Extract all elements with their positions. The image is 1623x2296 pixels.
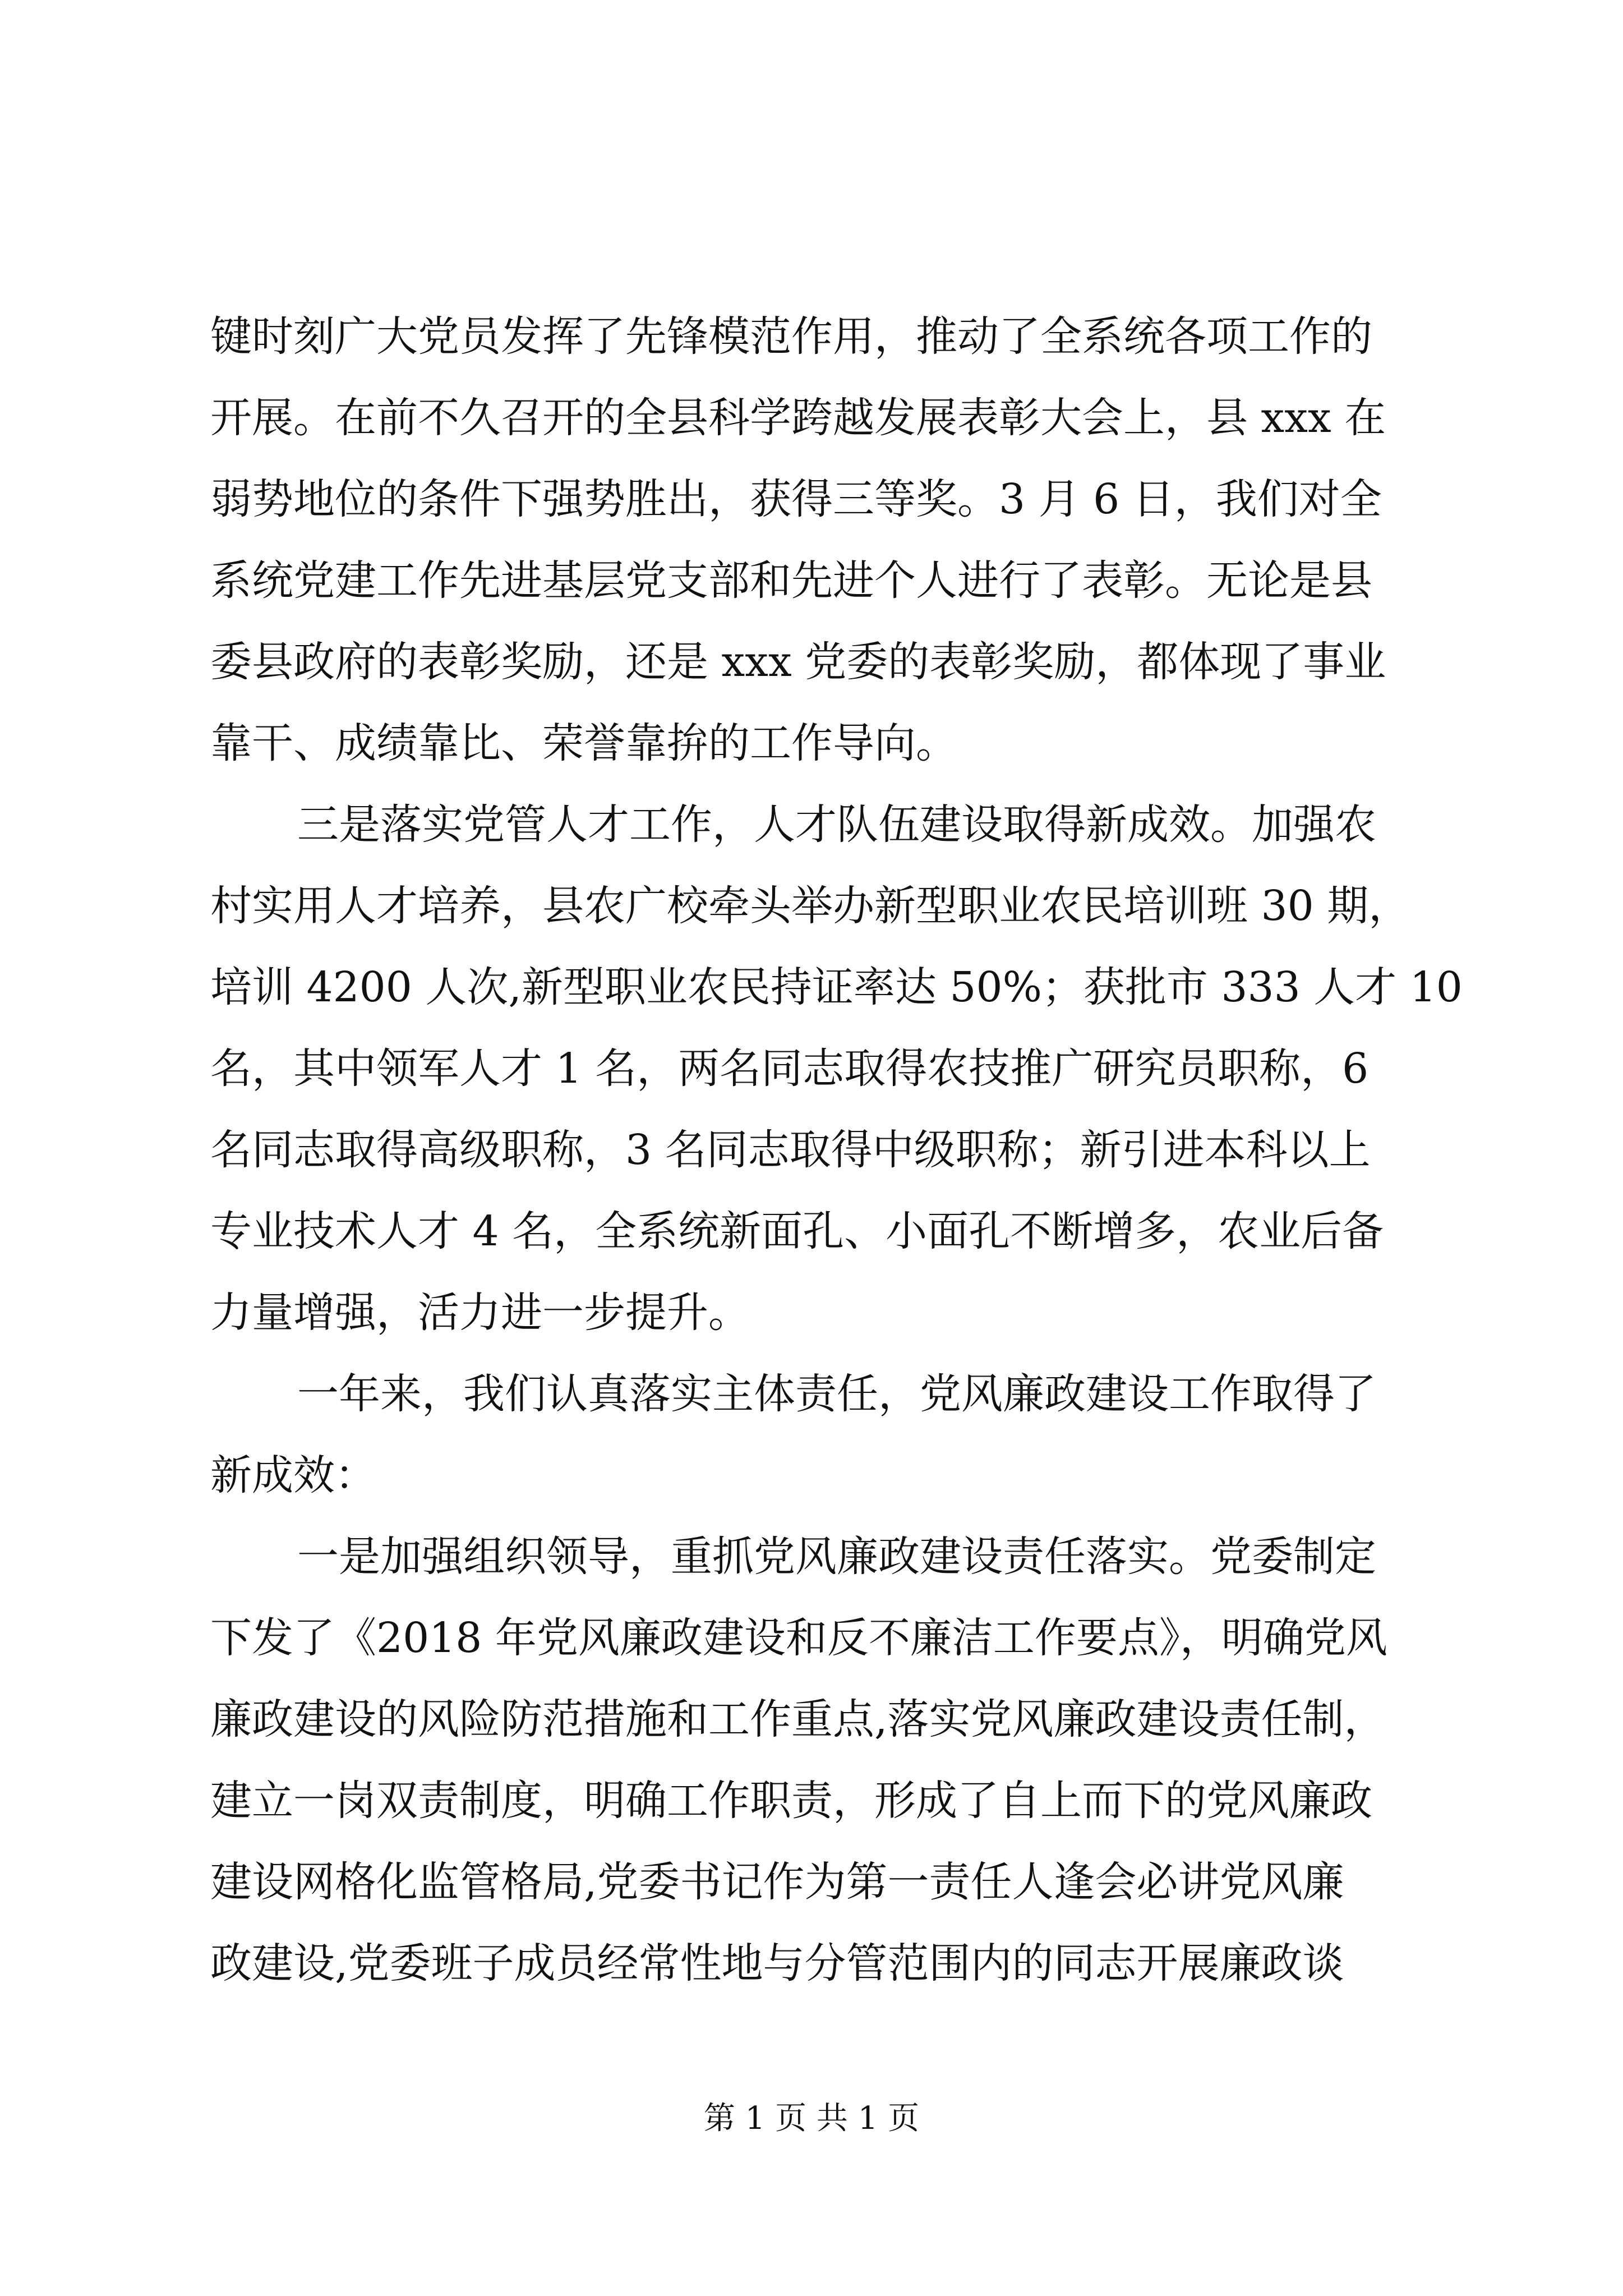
- text-line-21: 政建设,党委班子成员经常性地与分管范围内的同志开展廉政谈: [210, 1939, 1344, 1987]
- text-line-1: 键时刻广大党员发挥了先锋模范作用，推动了全系统各项工作的: [210, 312, 1372, 361]
- text-line-7: 三是落实党管人才工作，人才队伍建设取得新成效。加强农: [297, 800, 1376, 849]
- text-line-14: 一年来，我们认真落实主体责任，党风廉政建设工作取得了: [297, 1370, 1376, 1418]
- text-line-10: 名，其中领军人才 1 名，两名同志取得农技推广研究员职称，6: [210, 1045, 1369, 1093]
- text-line-17: 下发了《2018 年党风廉政建设和反不廉洁工作要点》，明确党风: [210, 1614, 1387, 1662]
- text-line-15: 新成效：: [210, 1451, 376, 1499]
- text-line-11: 名同志取得高级职称，3 名同志取得中级职称；新引进本科以上: [210, 1126, 1371, 1174]
- text-line-20: 建设网格化监管格局,党委书记作为第一责任人逢会必讲党风廉: [210, 1858, 1344, 1906]
- text-line-3: 弱势地位的条件下强势胜出，获得三等奖。3 月 6 日，我们对全: [210, 475, 1382, 523]
- text-line-13: 力量增强，活力进一步提升。: [210, 1289, 750, 1337]
- text-line-12: 专业技术人才 4 名，全系统新面孔、小面孔不断增多，农业后备: [210, 1207, 1384, 1255]
- text-line-18: 廉政建设的风险防范措施和工作重点,落实党风廉政建设责任制，: [210, 1695, 1386, 1743]
- page-number-footer: 第 1 页 共 1 页: [703, 2100, 920, 2137]
- text-line-4: 系统党建工作先进基层党支部和先进个人进行了表彰。无论是县: [210, 556, 1372, 605]
- text-line-19: 建立一岗双责制度，明确工作职责，形成了自上而下的党风廉政: [210, 1777, 1372, 1825]
- text-line-6: 靠干、成绩靠比、荣誉靠拚的工作导向。: [210, 719, 957, 767]
- text-line-8: 村实用人才培养，县农广校牵头举办新型职业农民培训班 30 期，: [210, 882, 1410, 930]
- text-line-5: 委县政府的表彰奖励，还是 xxx 党委的表彰奖励，都体现了事业: [210, 638, 1386, 686]
- text-line-2: 开展。在前不久召开的全县科学跨越发展表彰大会上，县 xxx 在: [210, 394, 1386, 442]
- text-line-16: 一是加强组织领导，重抓党风廉政建设责任落实。党委制定: [297, 1533, 1376, 1581]
- text-line-9: 培训 4200 人次,新型职业农民持证率达 50%；获批市 333 人才 10: [210, 963, 1463, 1011]
